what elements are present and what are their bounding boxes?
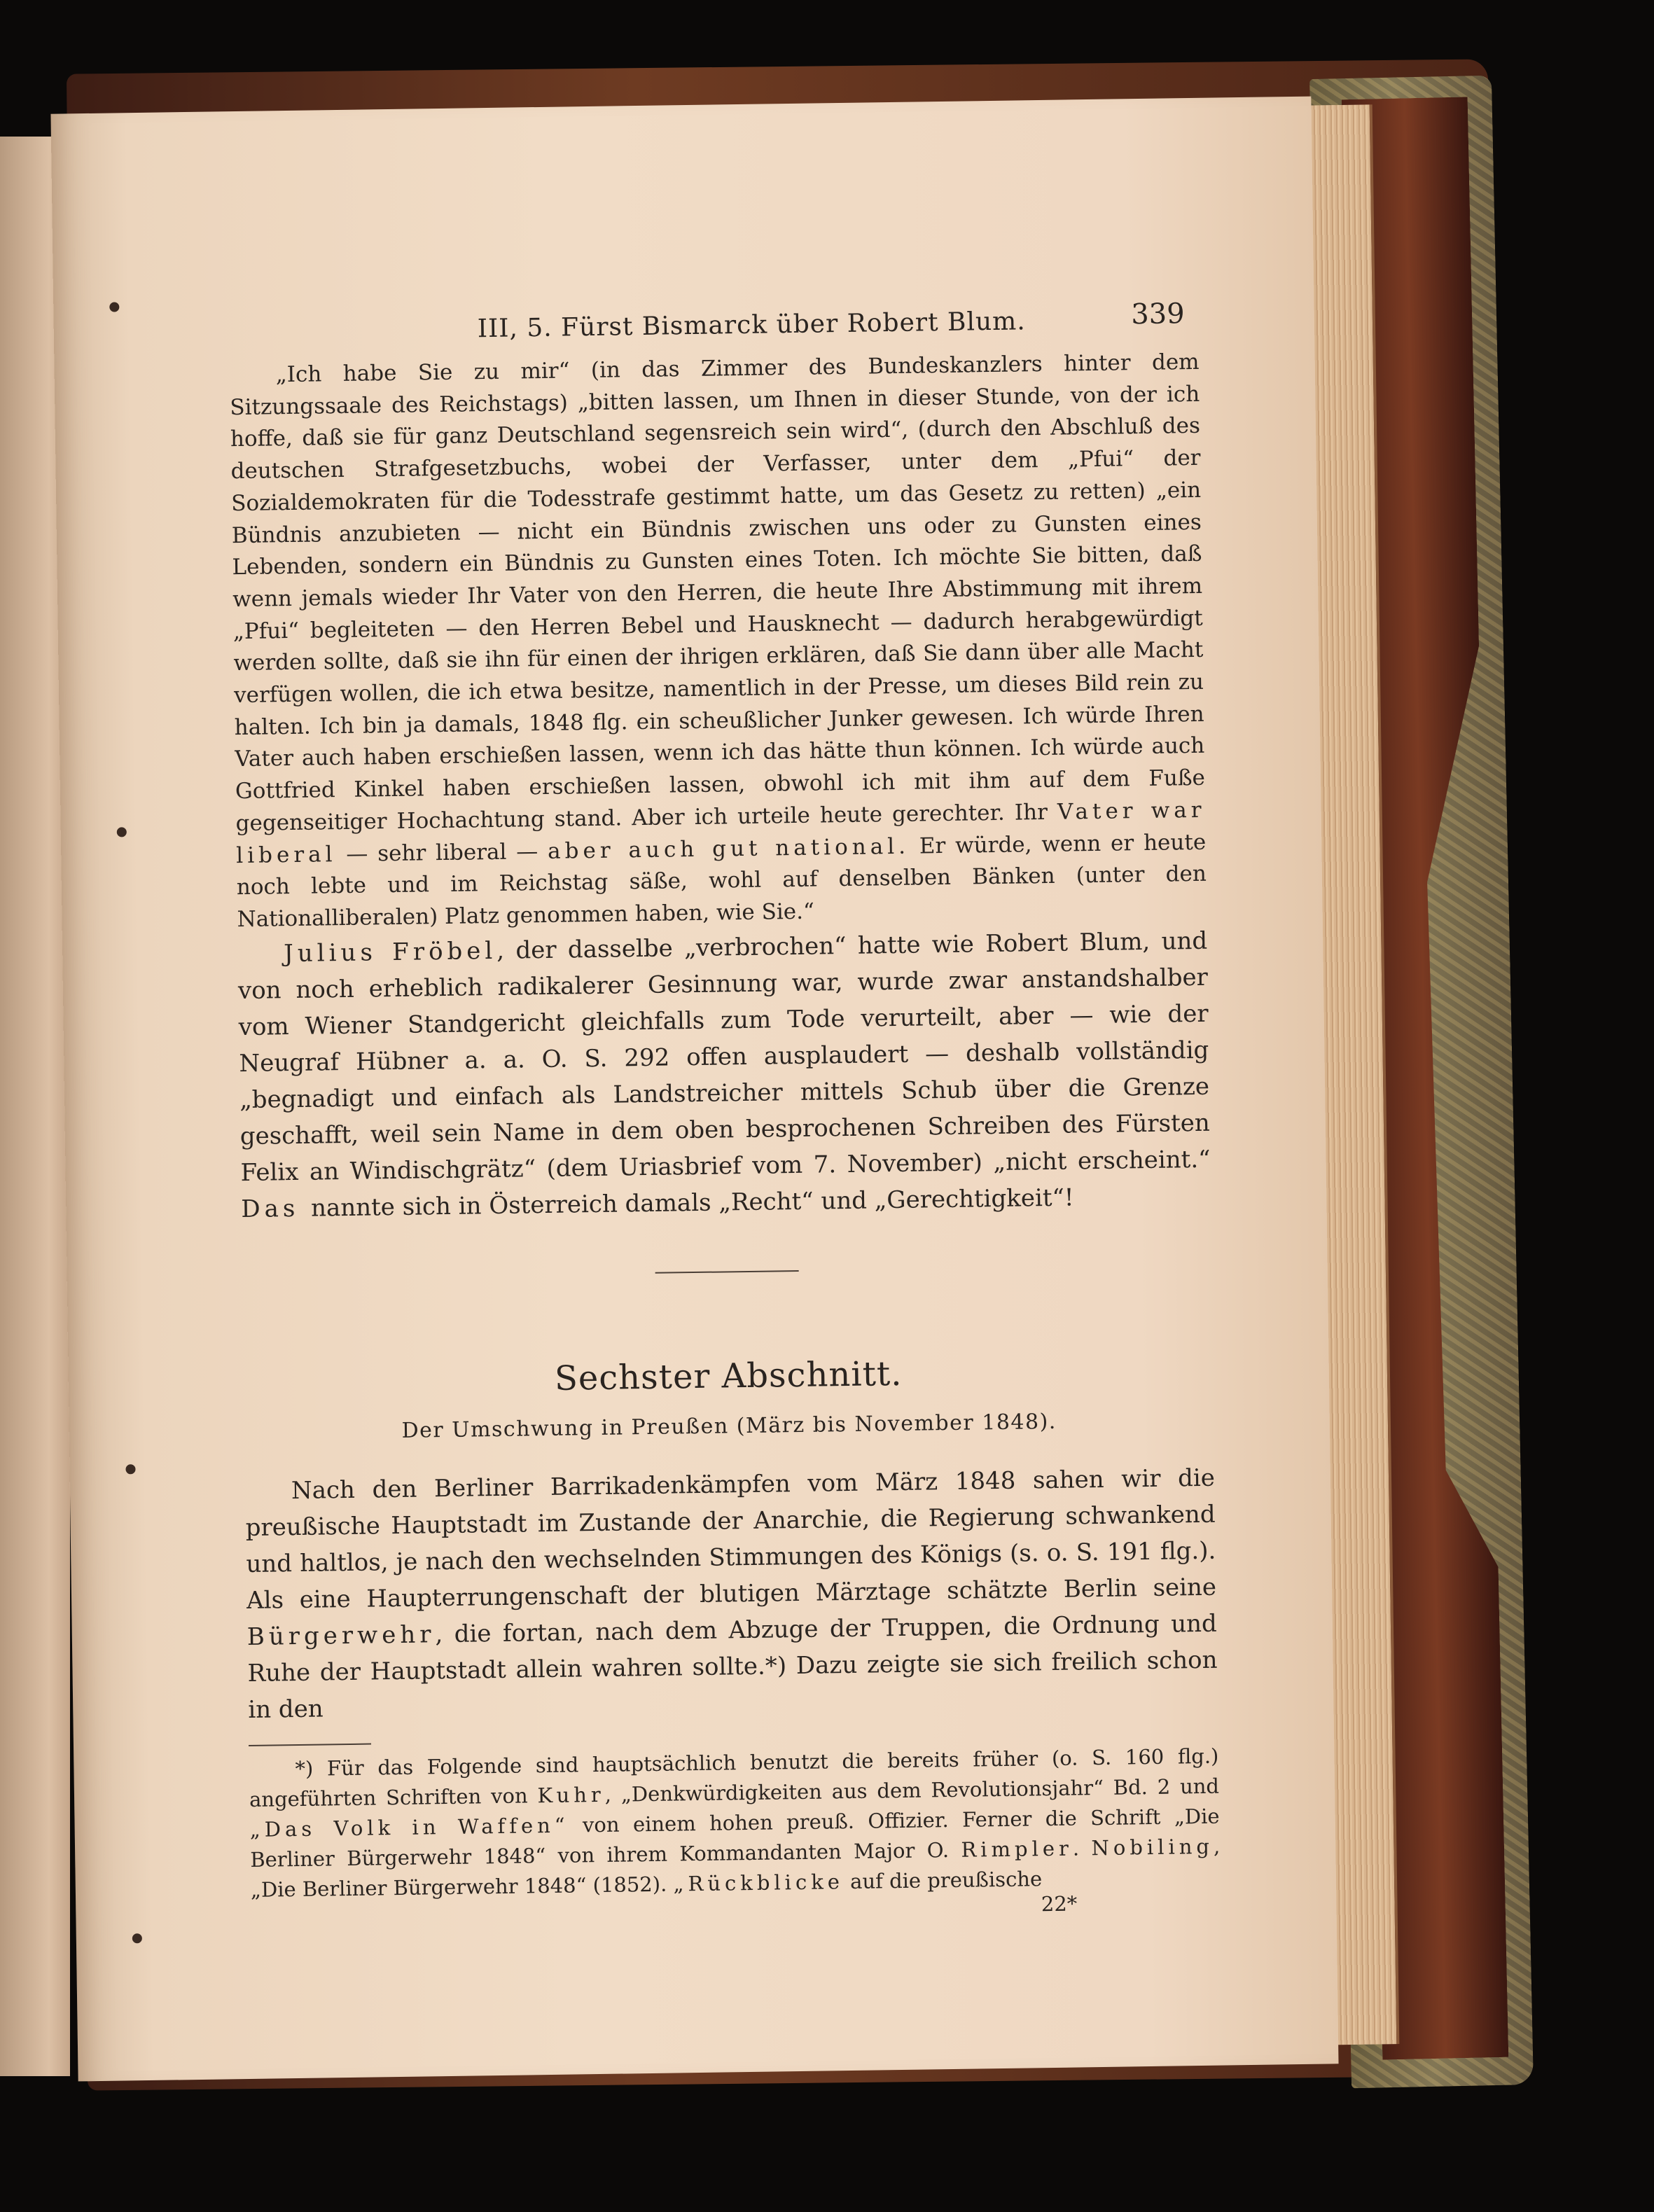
footnote-emphasis: Kuhr — [537, 1782, 606, 1807]
footnote-rule — [249, 1743, 371, 1746]
quote-text: „Ich habe Sie zu mir“ (in das Zimmer des Bundeskanzlers hinter dem Sitzungssaale des Reichstags) „bitten lassen, um Ihnen in dieser Stunde, von der ich hoffe, daß sie für ganz Deutschland segensreich sein wird“, (durch den Abschluß des deutschen Strafgesetzbuchs, wobei der Verfasser, unter dem „Pfui“ der Sozialdemokraten für die Todesstrafe gestimmt hatte, um das Gesetz zu retten) „ein Bündnis anzubieten — nicht ein Bündnis zwischen uns oder zu Gunsten eines Lebenden, sondern ein Bündnis zu Gunsten eines Toten. Ich möchte Sie bitten, daß wenn jemals wieder Ihr Vater von den Herren, die heute Ihre Abstimmung mit ihrem „Pfui“ begleiteten — den Herren Bebel und Hausknecht — dadurch herabgewürdigt werden sollte, daß sie ihn für einen der ihrigen erklären, daß Sie dann über alle Macht verfügen wollen, die ich etwa besitze, namentlich in der Presse, um dieses Bild rein zu halten. Ich bin ja damals, 1848 flg. ein scheußlicher Junker gewesen. Ich würde Ihren Vater auch haben erschießen lassen, wenn ich das hätte thun können. Ich würde auch Gottfried Kinkel haben erschießen lassen, obwohl ich mit ihm auf dem Fuße gegenseitiger Hochachtung stand. Aber ich urteile heute gerechter. — [230, 349, 1206, 836]
section-subtitle: Der Umschwung in Preußen (März bis November 1848). — [401, 1409, 1057, 1443]
page-number: 339 — [1130, 298, 1185, 331]
footnote-emphasis: Nobiling — [1091, 1834, 1214, 1860]
quote-emphasis: Vater war liberal — [236, 797, 1206, 868]
binding-stitch — [117, 827, 127, 837]
quote-emphasis: aber auch gut national. — [547, 833, 910, 864]
quote-paragraph — [229, 347, 1207, 936]
footnote-text: , „Denkwürdigkeiten aus dem Revolutionsjahr“ Bd. 2 und — [604, 1774, 1220, 1807]
quote-text: Er würde, wenn er heute noch lebte und im Reichstag säße, wohl auf denselben Bänken (unter den Nationalliberalen) Platz genommen haben, wie Sie.“ — [236, 829, 1207, 933]
footnote-emphasis: „Das Volk in Waffen“ — [249, 1813, 569, 1842]
body-text — [237, 922, 1211, 1227]
paragraph-text: , die fortan, nach dem Abzuge der Truppen, die Ordnung und Ruhe der Hauptstadt allein wahren sollte.*) Dazu zeigte sie sich freilich schon in den — [247, 1609, 1218, 1724]
quote-text: Ihr — [1004, 799, 1058, 826]
bismarck-quote — [229, 347, 1207, 936]
froebel-paragraph — [237, 922, 1211, 1227]
paragraph-text: Nach den Berliner Barrikadenkämpfen vom März 1848 sahen wir die preußische Hauptstadt im Zustande der Anarchie, die Regierung schwankend und haltlos, je nach den wechselnden Stimmungen des Königs (s. o. S. 191 flg.). Als eine Haupterrungenschaft der blutigen Märztage schätzte Berlin seine — [245, 1463, 1217, 1615]
binding-stitch — [109, 302, 119, 312]
section-body — [245, 1459, 1218, 1727]
footnote-text: von einem hohen preuß. Offizier. Ferner die Schrift „Die Berliner Bürgerwehr 1848“ von ihrem Kommandanten Major O. — [250, 1804, 1220, 1872]
footnote-text: , „Die Berliner Bürgerwehr 1848“ (1852). — [250, 1834, 1221, 1902]
paragraph-emphasis: Bürgerwehr — [246, 1620, 436, 1651]
section-title: Sechster Abschnitt. — [554, 1354, 903, 1398]
section-paragraph — [245, 1459, 1218, 1727]
paragraph-emphasis: Das — [241, 1194, 312, 1223]
printer-signature: 22* — [1041, 1891, 1078, 1916]
footnote — [249, 1741, 1221, 1905]
paragraph-text: , der dasselbe „verbrochen“ hatte wie Robert Blum, und von noch erheblich radikalerer Gesinnung war, wurde zwar anstandshalber vom Wiener Standgericht gleichfalls zum Tode verurteilt, aber — wie der Neugraf Hübner a. a. O. S. 292 offen ausplaudert — deshalb vollständig „begnadigt und einfach als Landstreicher mittels Schub über die Grenze geschafft, weil sein Name in dem oben besprochenen Schreiben des Fürsten Felix an Windischgrätz“ (dem Uriasbrief vom 7. November) „nicht erscheint.“ — [237, 926, 1211, 1187]
footnote-emphasis: „Rückblicke — [673, 1869, 845, 1896]
paragraph-text: nannte sich in Österreich damals „Recht“ und „Gerechtigkeit“! — [310, 1183, 1074, 1223]
running-head: III, 5. Fürst Bismarck über Robert Blum. — [477, 307, 1026, 344]
binding-stitch — [125, 1464, 135, 1474]
footnote-text: auf die preußische — [843, 1866, 1043, 1893]
binding-stitch — [132, 1933, 142, 1943]
quote-text: — sehr liberal — — [336, 838, 548, 867]
footnote-emphasis: Rimpler — [961, 1836, 1073, 1862]
footnote-text: . — [1072, 1835, 1092, 1860]
footnote-text: *) Für das Folgende sind hauptsächlich benutzt die bereits früher (o. S. 160 flg.) angeführten Schriften von — [249, 1744, 1219, 1811]
section-divider — [655, 1270, 799, 1274]
footnote-paragraph — [249, 1741, 1221, 1905]
person-name: Julius Fröbel — [283, 936, 497, 968]
page-content — [228, 298, 1221, 1925]
book-page — [50, 97, 1338, 2082]
